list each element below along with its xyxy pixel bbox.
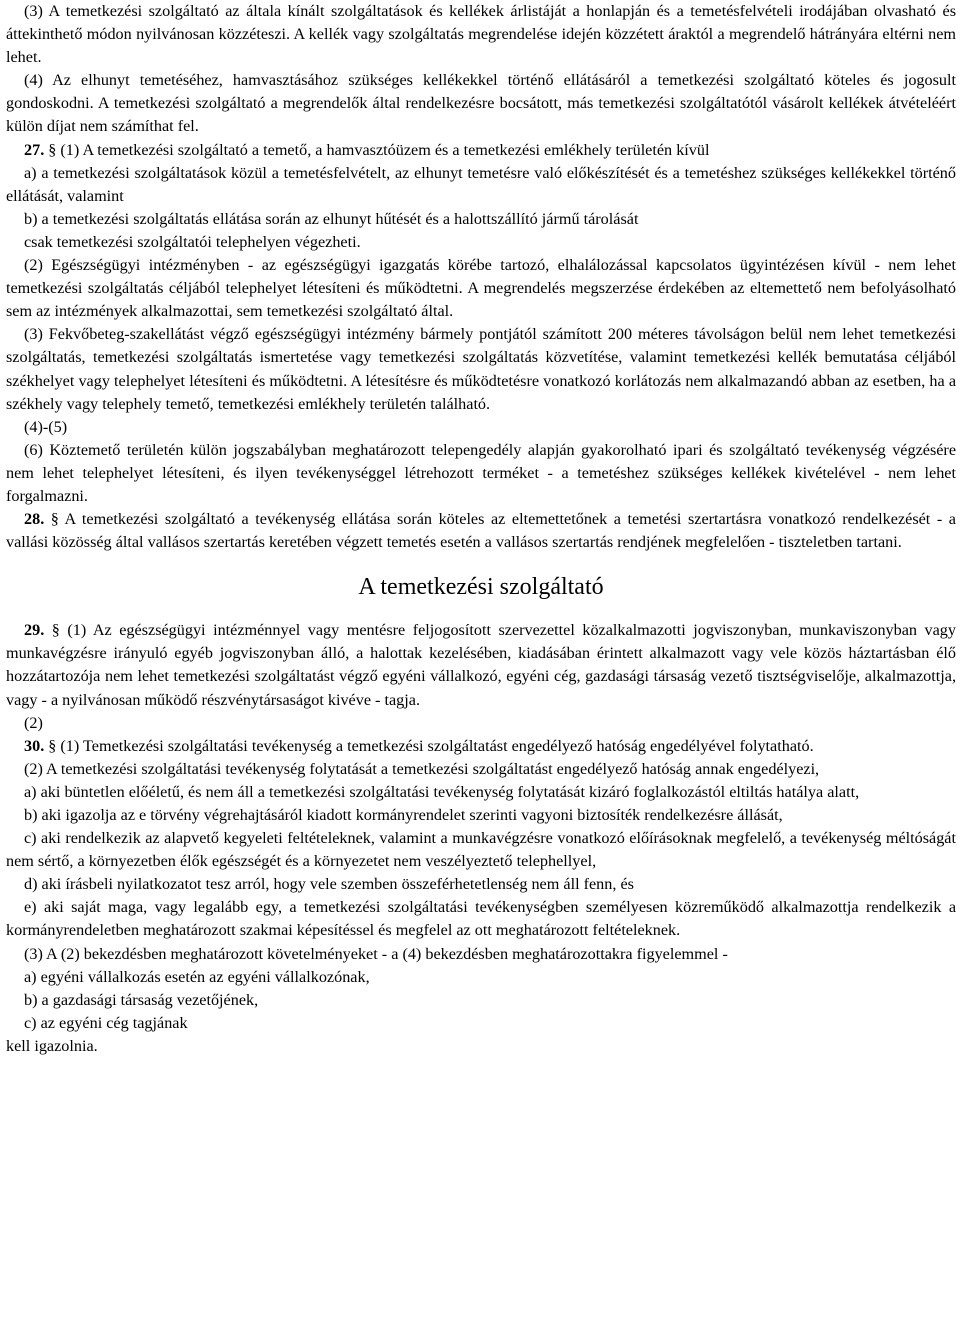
paragraph xyxy=(6,323,956,415)
paragraph xyxy=(6,827,956,873)
section-paragraph xyxy=(6,619,956,711)
paragraph-text: b) a gazdasági társaság vezetőjének, xyxy=(24,990,259,1009)
paragraph-text: b) aki igazolja az e törvény végrehajtásáról kiadott kormányrendelet szerinti vagyoni biztosíték rendelkezésre állását, xyxy=(24,806,783,824)
section-paragraph xyxy=(6,508,956,554)
paragraph-text: (4)-(5) xyxy=(24,417,68,436)
section-heading: A temetkezési szolgáltató xyxy=(358,574,604,601)
paragraph xyxy=(6,966,956,989)
paragraph-text: (3) A temetkezési szolgáltató az általa kínált szolgáltatások és kellékek árlistáját a honlapján és a temetésfelvételi irodájában olvasható és áttekinthető módon nyilvánosan közzéteszi. A kellék vagy szolgáltatás megrendelése idején közzétett áraktól a megrendelő hátrányára eltérni nem lehet. xyxy=(6,2,956,67)
paragraph-text: (2) xyxy=(24,713,43,732)
paragraph xyxy=(6,758,956,781)
section-paragraph xyxy=(6,735,956,758)
paragraph-text: csak temetkezési szolgáltatói telephelyen végezheti. xyxy=(24,232,361,251)
paragraph-text: (3) Fekvőbeteg-szakellátást végző egészségügyi intézmény bármely pontjától számított 200 méteres távolságon belül nem lehet temetkezési szolgáltatás, temetkezési szolgáltatás ismertetése vagy temetkezési szolgáltatás közvetítése, valamint temetkezési kellék bemutatása céljából székhelyet vagy telephelyet létesíteni és működtetni. A létesítésre és működtetésre vonatkozó korlátozás nem alkalmazandó abban az esetben, ha a székhely vagy telephely temető, temetkezési emlékhely területén található. xyxy=(6,325,956,413)
paragraph-text: a) aki büntetlen előéletű, és nem áll a temetkezési szolgáltatási tevékenység folytatását kizáró foglalkozástól eltiltás hatálya alatt, xyxy=(24,782,860,801)
paragraph-text: (6) Köztemető területén külön jogszabályban meghatározott telepengedély alapján gyakorolható ipari és szolgáltató tevékenység végzésére nem lehet telephelyet létesíteni, és ilyen tevékenységgel létrehozott terméket - a temetéshez szükséges kellékek kivételével - nem lehet forgalmazni. xyxy=(6,440,956,505)
paragraph xyxy=(6,416,956,439)
paragraph xyxy=(6,254,956,323)
paragraph-text: (4) Az elhunyt temetéséhez, hamvasztásához szükséges kellékekkel történő ellátásáról a temetkezési szolgáltató köteles és jogosult gondoskodni. A temetkezési szolgáltató a megrendelők által rendelkezésre bocsátott, más temetkezési szolgáltatótól vásárolt kellékek átvételéért külön díjat nem számíthat fel. xyxy=(6,71,956,136)
paragraph-text: c) az egyéni cég tagjának xyxy=(24,1013,188,1032)
paragraph-text: kell igazolnia. xyxy=(6,1036,98,1055)
section-number: 27. xyxy=(24,140,45,159)
paragraph-text: d) aki írásbeli nyilatkozatot tesz arról, hogy vele szemben összeférhetetlenség nem áll fenn, és xyxy=(24,875,634,894)
paragraph xyxy=(6,943,956,966)
paragraph xyxy=(6,804,956,827)
paragraph xyxy=(6,712,956,735)
body-text-before-heading xyxy=(6,0,956,554)
paragraph-text: § (1) A temetkezési szolgáltató a temető, a hamvasztóüzem és a temetkezési emlékhely területén kívül xyxy=(44,140,710,159)
paragraph-text: c) aki rendelkezik az alapvető kegyeleti feltételeknek, valamint a munkavégzésre vonatkozó előírásoknak megfelelő, a tevékenység méltóságát nem sértő, a környezetben élők egészségét és a környezetet nem veszélyeztető telephellyel, xyxy=(6,829,956,871)
paragraph-text: (3) A (2) bekezdésben meghatározott követelményeket - a (4) bekezdésben meghatározottakra figyelemmel - xyxy=(24,944,728,963)
paragraph-text: § (1) Temetkezési szolgáltatási tevékenység a temetkezési szolgáltatást engedélyező hatóság engedélyével folytatható. xyxy=(44,736,814,755)
paragraph xyxy=(6,873,956,896)
section-number: 29. xyxy=(24,621,45,640)
paragraph-text: a) egyéni vállalkozás esetén az egyéni vállalkozónak, xyxy=(24,967,370,986)
paragraph xyxy=(6,162,956,208)
paragraph xyxy=(6,0,956,69)
paragraph-text: e) aki saját maga, vagy legalább egy, a temetkezési szolgáltatási tevékenységben személyesen közreműködő alkalmazottja rendelkezik a kormányrendeletben meghatározott szakmai képesítéssel és megfelel az ott meghatározott feltételeknek. xyxy=(6,898,956,940)
section-paragraph xyxy=(6,139,956,162)
paragraph-text: a) a temetkezési szolgáltatások közül a temetésfelvételt, az elhunyt temetésre való előkészítését és a temetéshez szükséges kellékekkel történő ellátását, valamint xyxy=(6,163,956,205)
paragraph-text: (2) A temetkezési szolgáltatási tevékenység folytatását a temetkezési szolgáltatást engedélyező hatóság annak engedélyezi, xyxy=(24,759,820,778)
paragraph xyxy=(6,989,956,1012)
paragraph xyxy=(6,781,956,804)
paragraph xyxy=(6,69,956,138)
paragraph-text: § A temetkezési szolgáltató a tevékenység ellátása során köteles az eltemettetőnek a temetési szertartásra vonatkozó rendelkezését - a vallási közösség által vallásos szertartás keretében végzett temetés esetén a vallásos szertartás rendjének megfelelően - tiszteletben tartani. xyxy=(6,510,956,552)
paragraph xyxy=(6,231,956,254)
paragraph-text: (2) Egészségügyi intézményben - az egészségügyi igazgatás körébe tartozó, elhalálozással kapcsolatos ügyintézésen kívül - nem lehet temetkezési szolgáltatás céljából telephelyet létesíteni és működtetni. A megrendelés megszerzése érdekében az eltemettető nem befolyásolható sem az intézmények alkalmazottai, sem temetkezési szolgáltató által. xyxy=(6,256,956,321)
paragraph xyxy=(6,896,956,942)
section-number: 28. xyxy=(24,510,45,529)
paragraph-text: b) a temetkezési szolgáltatás ellátása során az elhunyt hűtését és a halottszállító jármű tárolását xyxy=(24,209,639,228)
paragraph xyxy=(6,1035,956,1058)
paragraph xyxy=(6,1012,956,1035)
body-text-after-heading xyxy=(6,619,956,1058)
paragraph xyxy=(6,439,956,508)
section-number: 30. xyxy=(24,736,45,755)
paragraph xyxy=(6,208,956,231)
paragraph-text: § (1) Az egészségügyi intézménnyel vagy mentésre feljogosított szervezettel közalkalmazotti jogviszonyban, munkaviszonyban vagy munkavégzésre irányuló egyéb jogviszonyban álló, a halottak kezelésében, kiadásában érintett alkalmazott vagy vele közös háztartásban élő hozzátartozója nem lehet temetkezési szolgáltatást végző egyéni vállalkozó, egyéni cég, gazdasági társaság vezető tisztségviselője, alkalmazottja, vagy - a nyilvánosan működő részvénytársaságot kivéve - tagja. xyxy=(6,621,956,709)
